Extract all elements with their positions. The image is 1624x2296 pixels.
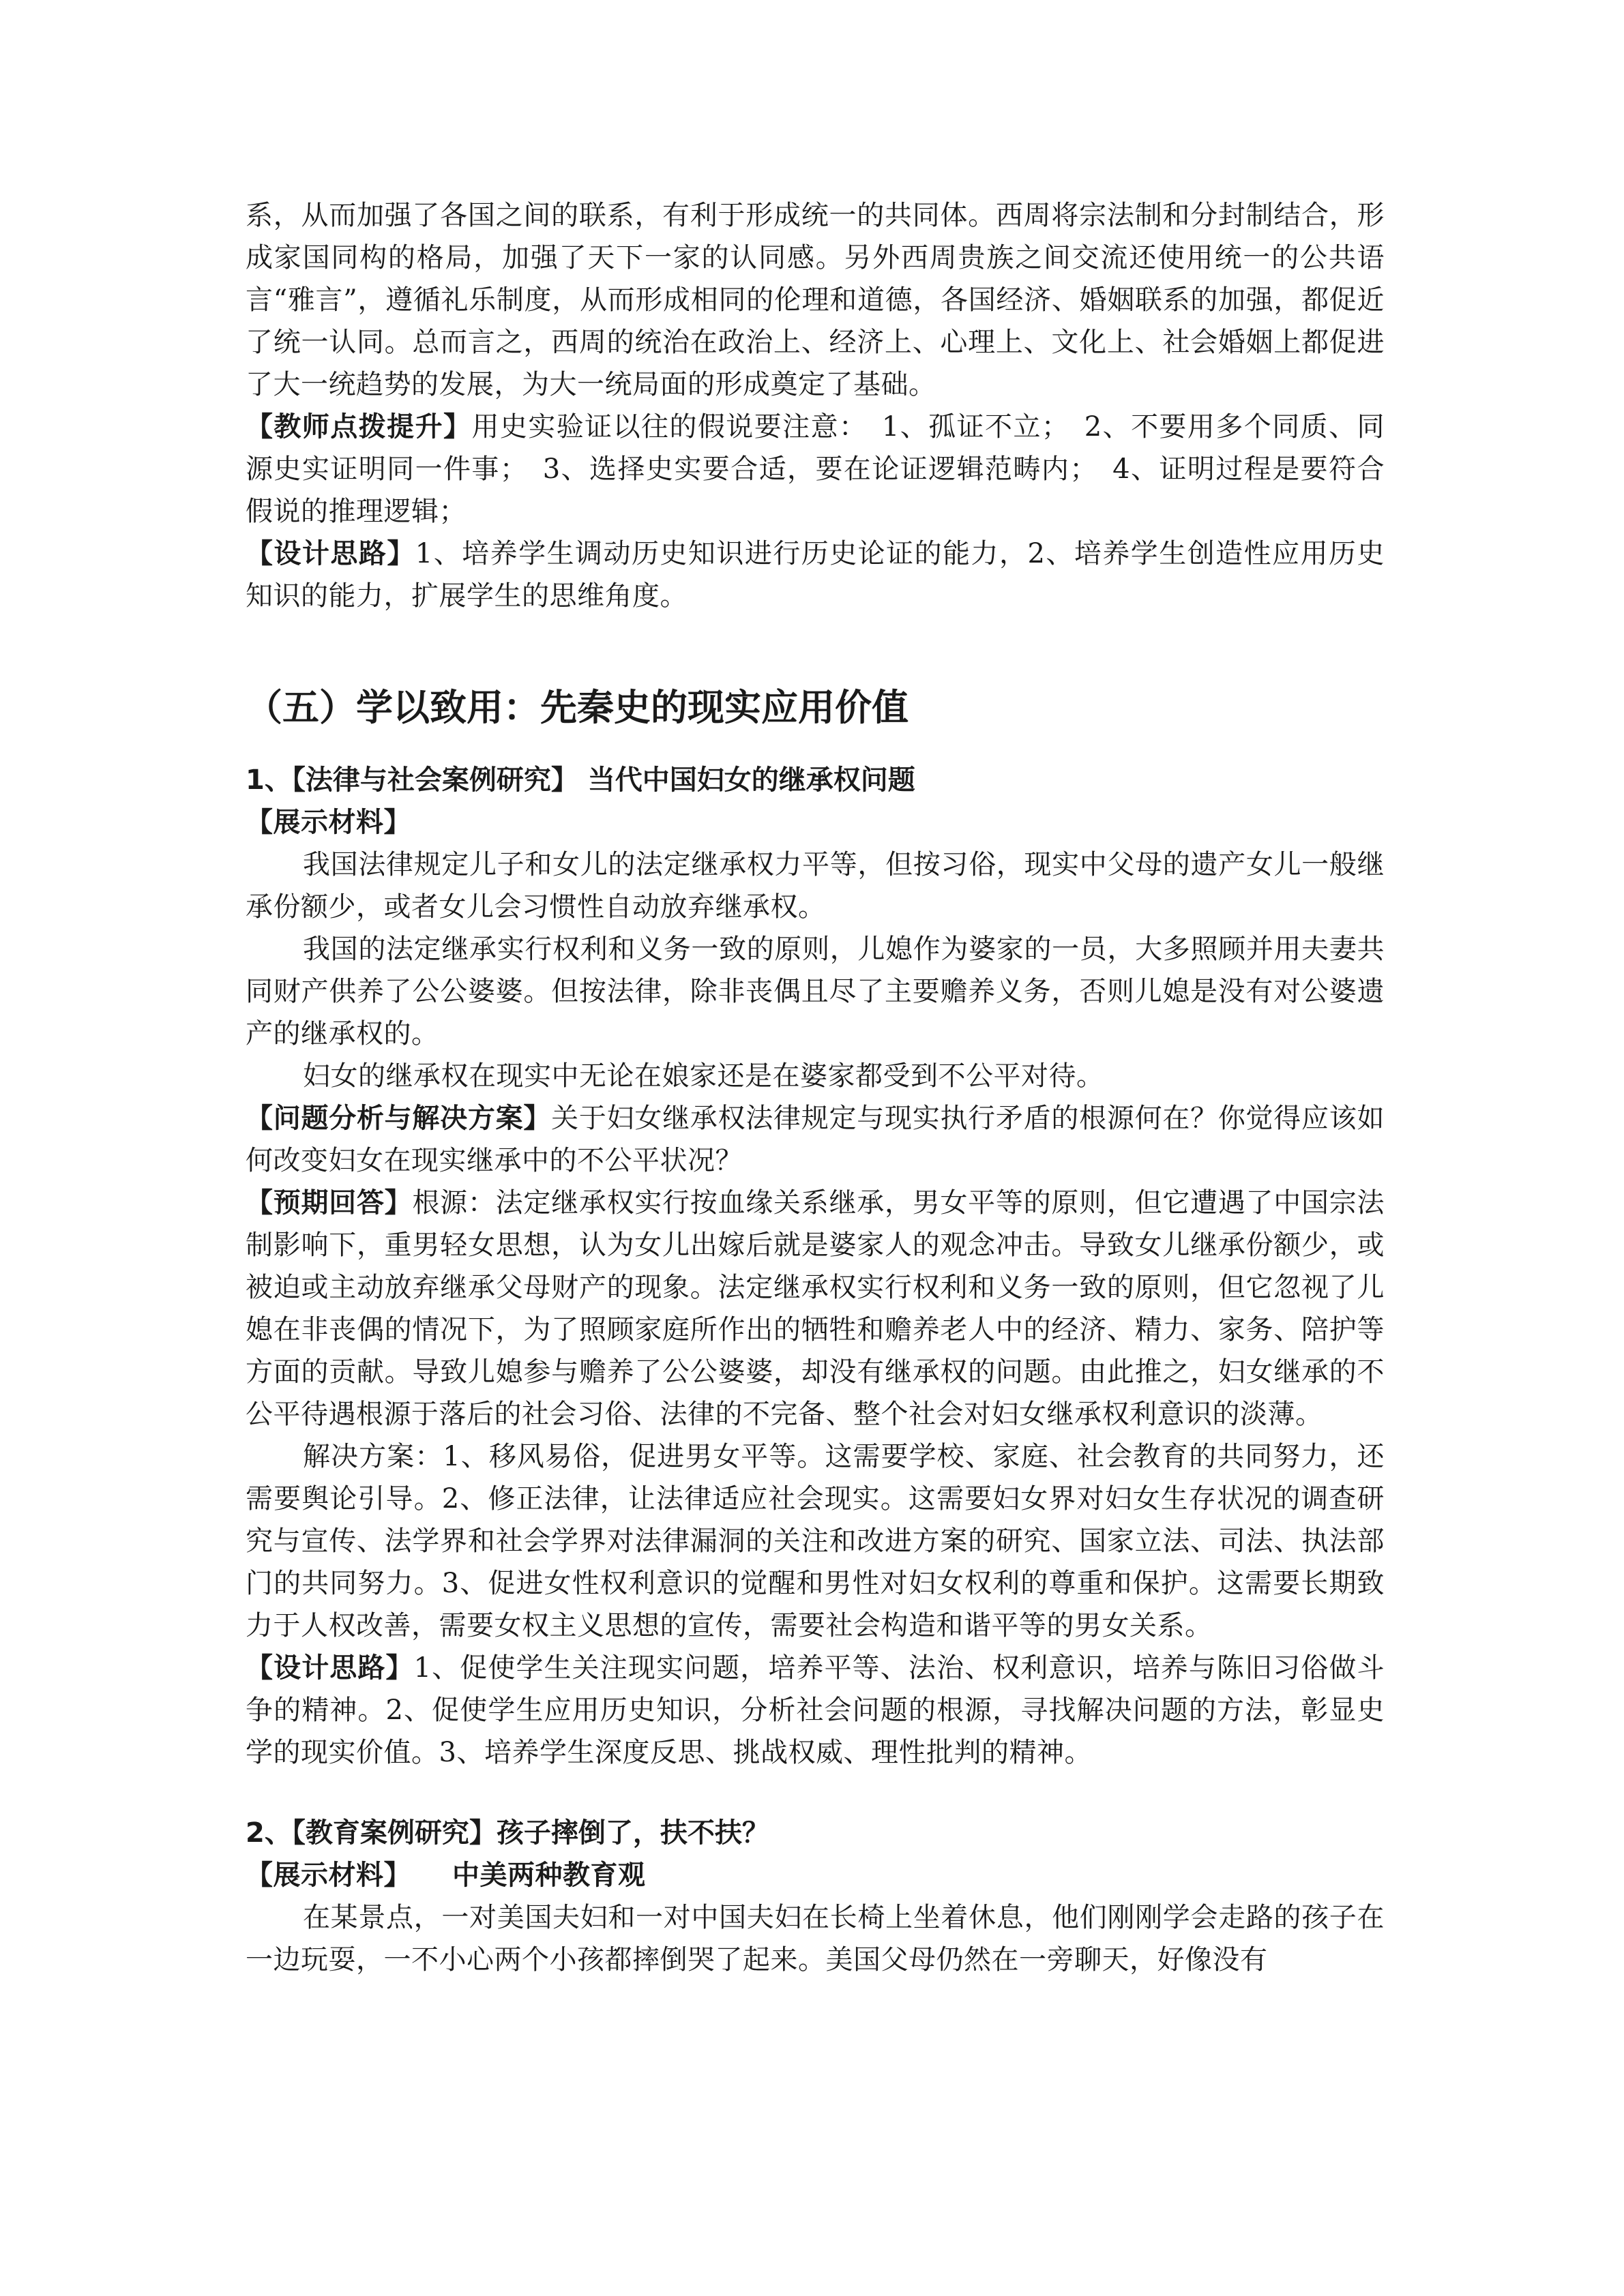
page-content <box>246 194 1385 1981</box>
case1-question-text: 关于妇女继承权法律规定与现实执行矛盾的根源何在？你觉得应该如何改变妇女在现实继承中的不公平状况？ <box>246 1103 1385 1176</box>
teacher-tip-text: 用史实验证以往的假说要注意： 1、孤证不立； 2、不要用多个同质、同源史实证明同一件事； 3、选择史实要合适，要在论证逻辑范畴内； 4、证明过程是要符合假说的推理逻辑； <box>246 411 1385 527</box>
case1-design-label: 【设计思路】 <box>246 1652 414 1684</box>
case1-material-paragraph-3: 妇女的继承权在现实中无论在娘家还是在婆家都受到不公平对待。 <box>303 1060 1104 1092</box>
case1-design-text: 1、促使学生关注现实问题，培养平等、法治、权利意识，培养与陈旧习俗做斗争的精神。2、促使学生应用历史知识，分析社会问题的根源，寻找解决问题的方法，彰显史学的现实价值。3、培养学生深度反思、挑战权威、理性批判的精神。 <box>246 1652 1385 1768</box>
design-idea-label: 【设计思路】 <box>246 537 415 569</box>
case2-material-line <box>246 1854 1385 1896</box>
case1-material-label: 【展示材料】 <box>246 806 411 838</box>
case1-answer-label: 【预期回答】 <box>246 1187 413 1219</box>
case1-answer-text: 根源：法定继承权实行按血缘关系继承，男女平等的原则，但它遭遇了中国宗法制影响下，重男轻女思想，认为女儿出嫁后就是婆家人的观念冲击。导致女儿继承份额少，或被迫或主动放弃继承父母财产的现象。法定继承权实行权利和义务一致的原则，但它忽视了儿媳在非丧偶的情况下，为了照顾家庭所作出的牺牲和赡养老人中的经济、精力、家务、陪护等方面的贡献。导致儿媳参与赡养了公公婆婆，却没有继承权的问题。由此推之，妇女继承的不公平待遇根源于落后的社会习俗、法律的不完备、整个社会对妇女继承权利意识的淡薄。 <box>246 1187 1385 1430</box>
spacer <box>246 739 1385 759</box>
spacer <box>246 617 1385 677</box>
case2-material-paragraph: 在某景点，一对美国夫妇和一对中国夫妇在长椅上坐着休息，他们刚刚学会走路的孩子在一边玩耍，一不小心两个小孩都摔倒哭了起来。美国父母仍然在一旁聊天，好像没有 <box>246 1902 1385 1976</box>
teacher-tip-label: 【教师点拨提升】 <box>246 411 472 443</box>
case1-question-label: 【问题分析与解决方案】 <box>246 1102 552 1134</box>
design-idea-paragraph <box>246 533 1385 617</box>
design-idea-text: 1、培养学生调动历史知识进行历史论证的能力，2、培养学生创造性应用历史知识的能力，扩展学生的思维角度。 <box>246 538 1385 612</box>
case1-heading: 1、【法律与社会案例研究】 当代中国妇女的继承权问题 <box>246 764 915 796</box>
case1-design-paragraph <box>246 1647 1385 1774</box>
section-title: （五）学以致用：先秦史的现实应用价值 <box>246 686 909 729</box>
spacer <box>246 1774 1385 1812</box>
teacher-tip-paragraph <box>246 406 1385 533</box>
case2-material-label: 【展示材料】 <box>246 1859 411 1891</box>
case1-answer-paragraph <box>246 1182 1385 1435</box>
case2-heading: 2、【教育案例研究】孩子摔倒了，扶不扶？ <box>246 1817 769 1849</box>
case2-material-title: 中美两种教育观 <box>452 1859 646 1891</box>
case1-material-paragraph-2: 我国的法定继承实行权利和义务一致的原则，儿媳作为婆家的一员，大多照顾并用夫妻共同财产供养了公公婆婆。但按法律，除非丧偶且尽了主要赡养义务，否则儿媳是没有对公婆遗产的继承权的。 <box>246 934 1385 1049</box>
case1-material-paragraph-1: 我国法律规定儿子和女儿的法定继承权力平等，但按习俗，现实中父母的遗产女儿一般继承份额少，或者女儿会习惯性自动放弃继承权。 <box>246 849 1385 923</box>
case1-solution-paragraph: 解决方案：1、移风易俗，促进男女平等。这需要学校、家庭、社会教育的共同努力，还需要舆论引导。2、修正法律，让法律适应社会现实。这需要妇女界对妇女生存状况的调查研究与宣传、法学界和社会学界对法律漏洞的关注和改进方案的研究、国家立法、司法、执法部门的共同努力。3、促进女性权利意识的觉醒和男性对妇女权利的尊重和保护。这需要长期致力于人权改善，需要女权主义思想的宣传，需要社会构造和谐平等的男女关系。 <box>246 1441 1385 1641</box>
continued-paragraph: 系，从而加强了各国之间的联系，有利于形成统一的共同体。西周将宗法制和分封制结合，形成家国同构的格局，加强了天下一家的认同感。另外西周贵族之间交流还使用统一的公共语言“雅言”，遵循礼乐制度，从而形成相同的伦理和道德，各国经济、婚姻联系的加强，都促近了统一认同。总而言之，西周的统治在政治上、经济上、心理上、文化上、社会婚姻上都促进了大一统趋势的发展，为大一统局面的形成奠定了基础。 <box>246 200 1385 400</box>
case1-question-paragraph <box>246 1097 1385 1182</box>
